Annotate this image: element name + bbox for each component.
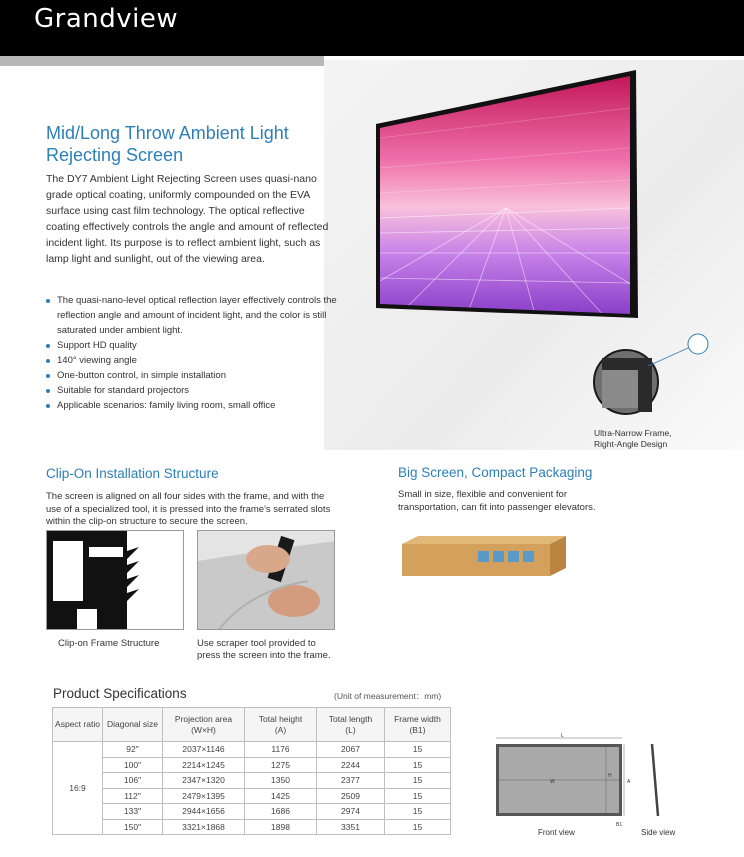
zoom-caption-line1: Ultra-Narrow Frame,	[594, 428, 672, 438]
bullet-icon	[46, 404, 50, 408]
box-label-icon	[478, 551, 489, 562]
bullet-icon	[46, 374, 50, 378]
packaging-box-image	[400, 532, 568, 580]
hero-title	[46, 122, 346, 166]
label-L: L	[561, 733, 564, 739]
spec-cell: 112"	[103, 788, 163, 804]
feature-text: Suitable for standard projectors	[57, 385, 190, 396]
spec-header-cell: Projection area (W×H)	[163, 708, 245, 742]
spec-cell: 15	[385, 773, 451, 789]
spec-cell: 100"	[103, 757, 163, 773]
hero-description: The DY7 Ambient Light Rejecting Screen uses quasi-nano grade optical coating, uniformly compounded on the EVA surface using cast film technology. The optical reflective coating effectively controls the angle and amount of reflected incident light. Its purpose is to reflect ambient light, such as lamp light and sunlight, out of the viewing area.	[46, 173, 329, 265]
clip-frame-caption: Clip-on Frame Structure	[58, 638, 160, 649]
spec-cell: 133"	[103, 804, 163, 820]
spec-cell: 2377	[317, 773, 385, 789]
hero-title-line1: Mid/Long Throw Ambient Light	[46, 123, 289, 143]
zoom-caption	[594, 428, 734, 450]
spec-cell: 1350	[245, 773, 317, 789]
bullet-icon	[46, 359, 50, 363]
spec-header-cell: Total height (A)	[245, 708, 317, 742]
spec-cell: 2214×1245	[163, 757, 245, 773]
table-row	[53, 804, 451, 820]
spec-cell: 1275	[245, 757, 317, 773]
spec-cell: 106"	[103, 773, 163, 789]
screen-illustration	[376, 68, 742, 448]
spec-cell: 2509	[317, 788, 385, 804]
feature-text: The quasi-nano-level optical reflection layer effectively controls the reflection angle and amount of incident light, and the color is still saturated under ambient light.	[57, 295, 337, 336]
bullet-icon	[46, 344, 50, 348]
clip-frame-structure-image	[46, 530, 184, 630]
label-A: A	[627, 779, 631, 785]
spec-cell: 2479×1395	[163, 788, 245, 804]
box-label-icon	[523, 551, 534, 562]
table-row	[53, 742, 451, 758]
table-row	[53, 757, 451, 773]
spec-cell: 15	[385, 742, 451, 758]
clip-on-description: The screen is aligned on all four sides with the frame, and with the use of a specialized tool, it is pressed into the frame's serrated slots within the clip-on structure to secure the screen.	[46, 491, 331, 527]
bullet-icon	[46, 389, 50, 393]
spec-cell: 3321×1868	[163, 819, 245, 835]
feature-item	[46, 368, 346, 383]
screen-surface	[380, 76, 630, 314]
spec-header-cell: Frame width (B1)	[385, 708, 451, 742]
feature-item	[46, 353, 346, 368]
clip-on-title: Clip-On Installation Structure	[46, 466, 219, 481]
box-label-icon	[508, 551, 519, 562]
feature-item	[46, 398, 346, 413]
feature-item	[46, 338, 346, 353]
table-row	[53, 819, 451, 835]
label-W: W	[550, 779, 555, 785]
box-label-icon	[493, 551, 504, 562]
spec-cell: 92"	[103, 742, 163, 758]
table-row	[53, 773, 451, 789]
spec-cell: 1898	[245, 819, 317, 835]
spec-cell: 150"	[103, 819, 163, 835]
feature-text: 140° viewing angle	[57, 355, 137, 366]
spec-cell: 2944×1656	[163, 804, 245, 820]
spec-cell: 2037×1146	[163, 742, 245, 758]
scraper-tool-photo	[197, 530, 335, 630]
spec-header-cell: Diagonal size	[103, 708, 163, 742]
spec-cell: 15	[385, 757, 451, 773]
brand-logo: Grandview	[34, 4, 179, 34]
side-view-profile	[652, 744, 658, 816]
spec-cell: 1686	[245, 804, 317, 820]
spec-cell: 15	[385, 788, 451, 804]
header-bar	[0, 0, 744, 56]
dimension-diagram	[488, 730, 688, 840]
packaging-title: Big Screen, Compact Packaging	[398, 465, 593, 480]
spec-cell: 2974	[317, 804, 385, 820]
header-stripe	[0, 56, 324, 66]
aspect-ratio-cell: 16:9	[53, 742, 103, 835]
spec-header-cell: Aspect ratio	[53, 708, 103, 742]
spec-header-cell: Total length (L)	[317, 708, 385, 742]
spec-cell: 15	[385, 804, 451, 820]
spec-header-row	[53, 708, 451, 742]
front-view-label: Front view	[538, 828, 575, 837]
feature-item	[46, 293, 346, 338]
spec-table	[52, 707, 451, 835]
spec-cell: 3351	[317, 819, 385, 835]
feature-text: One-button control, in simple installation	[57, 370, 226, 381]
table-row	[53, 788, 451, 804]
feature-item	[46, 383, 346, 398]
side-view-label: Side view	[641, 828, 676, 837]
label-H: H	[608, 773, 612, 779]
label-B1: B1	[616, 822, 623, 828]
zoom-target-circle	[688, 334, 708, 354]
spec-title: Product Specifications	[53, 686, 187, 701]
spec-cell: 15	[385, 819, 451, 835]
zoom-caption-line2: Right-Angle Design	[594, 439, 668, 449]
hero-title-line2: Rejecting Screen	[46, 145, 184, 165]
spec-cell: 1425	[245, 788, 317, 804]
feature-text: Support HD quality	[57, 340, 137, 351]
scraper-caption-line2: press the screen into the frame.	[197, 650, 331, 661]
spec-cell: 2244	[317, 757, 385, 773]
feature-text: Applicable scenarios: family living room, small office	[57, 400, 276, 411]
spec-cell: 1176	[245, 742, 317, 758]
scraper-caption-line1: Use scraper tool provided to	[197, 638, 316, 649]
spec-cell: 2067	[317, 742, 385, 758]
scraper-caption	[197, 638, 357, 662]
bullet-icon	[46, 299, 50, 303]
feature-list	[46, 293, 346, 413]
spec-cell: 2347×1320	[163, 773, 245, 789]
spec-unit: (Unit of measurement：mm)	[334, 691, 442, 701]
packaging-description: Small in size, flexible and convenient for transportation, can fit into passenger elevators.	[398, 489, 596, 513]
